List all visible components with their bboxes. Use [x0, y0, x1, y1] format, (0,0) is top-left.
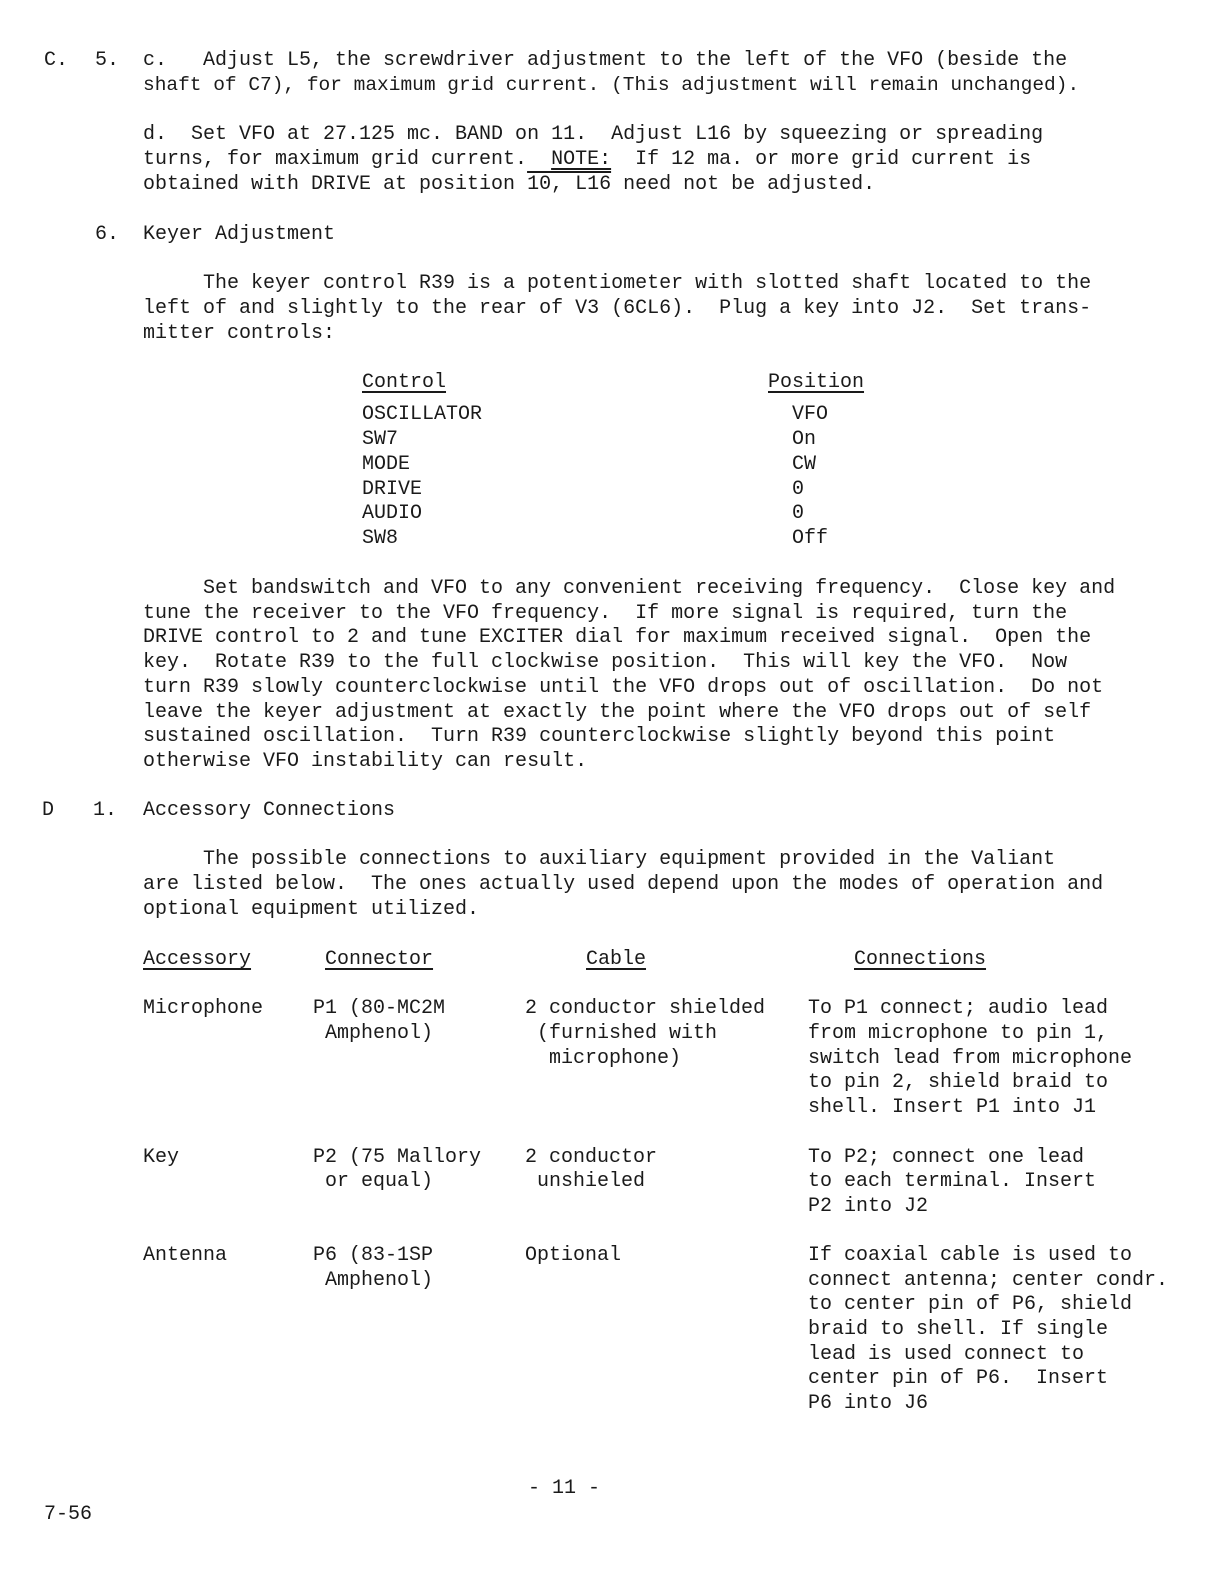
control-row-label: MODE	[362, 453, 411, 476]
connector-cell: Amphenol)	[313, 1269, 434, 1292]
control-row-value: 0	[792, 502, 805, 525]
date-code: 7-56	[44, 1503, 93, 1526]
connections-cell: center pin of P6. Insert	[808, 1367, 1109, 1390]
procedure-line-6: leave the keyer adjustment at exactly the point where the VFO drops out of self	[143, 701, 1092, 724]
accessory-cell: Key	[143, 1146, 180, 1169]
control-row-value: 0	[792, 478, 805, 501]
control-row-label: SW8	[362, 527, 399, 550]
cable-cell: microphone)	[525, 1047, 682, 1070]
connections-cell: to pin 2, shield braid to	[808, 1071, 1109, 1094]
connections-cell: braid to shell. If single	[808, 1318, 1109, 1341]
cable-header: Cable	[586, 948, 647, 971]
control-row-label: AUDIO	[362, 502, 423, 525]
step-6-number: 6.	[95, 223, 120, 246]
connections-cell: To P2; connect one lead	[808, 1146, 1085, 1169]
connections-cell: If coaxial cable is used to	[808, 1244, 1133, 1267]
step-5c-letter: c.	[143, 49, 168, 72]
procedure-line-3: DRIVE control to 2 and tune EXCITER dial for maximum received signal. Open the	[143, 626, 1092, 649]
accessory-intro-line-1: The possible connections to auxiliary equipment provided in the Valiant	[203, 848, 1056, 871]
connections-cell: To P1 connect; audio lead	[808, 997, 1109, 1020]
procedure-line-4: key. Rotate R39 to the full clockwise position. This will key the VFO. Now	[143, 651, 1068, 674]
control-row-label: DRIVE	[362, 478, 423, 501]
cable-cell: (furnished with	[525, 1022, 718, 1045]
procedure-line-1: Set bandswitch and VFO to any convenient receiving frequency. Close key and	[203, 577, 1116, 600]
step-5d-line-2: turns, for maximum grid current. NOTE: If 12 ma. or more grid current is	[143, 148, 1032, 171]
section-c-label: C.	[44, 49, 69, 72]
step-5c-line-1: Adjust L5, the screwdriver adjustment to the left of the VFO (beside the	[203, 49, 1068, 72]
step-5d-line-3: obtained with DRIVE at position 10, L16 need not be adjusted.	[143, 173, 876, 196]
page-number: - 11 -	[528, 1477, 601, 1500]
accessory-cell: Antenna	[143, 1244, 228, 1267]
step-5d-line-1: d. Set VFO at 27.125 mc. BAND on 11. Adjust L16 by squeezing or spreading	[143, 123, 1044, 146]
position-header: Position	[768, 371, 865, 394]
cable-cell: 2 conductor	[525, 1146, 658, 1169]
overlined-text: 10, L16	[527, 173, 612, 196]
connections-cell: lead is used connect to	[808, 1343, 1085, 1366]
accessory-intro-line-3: optional equipment utilized.	[143, 898, 480, 921]
section-d-label: D	[42, 799, 55, 822]
cable-cell: Optional	[525, 1244, 622, 1267]
section-d-title: Accessory Connections	[143, 799, 396, 822]
step-6-title: Keyer Adjustment	[143, 223, 336, 246]
control-row-value: VFO	[792, 403, 829, 426]
connections-cell: P2 into J2	[808, 1195, 929, 1218]
accessory-intro-line-2: are listed below. The ones actually used depend upon the modes of operation and	[143, 873, 1104, 896]
connections-cell: switch lead from microphone	[808, 1047, 1133, 1070]
connections-header: Connections	[854, 948, 987, 971]
control-row-value: On	[792, 428, 817, 451]
step-5c-line-2: shaft of C7), for maximum grid current. (This adjustment will remain unchanged).	[143, 74, 1080, 96]
cable-cell: unshieled	[525, 1170, 646, 1193]
connector-header: Connector	[325, 948, 434, 971]
accessory-header: Accessory	[143, 948, 252, 971]
note-label: NOTE:	[551, 148, 612, 171]
connections-cell: shell. Insert P1 into J1	[808, 1096, 1097, 1119]
keyer-para-line-1: The keyer control R39 is a potentiometer with slotted shaft located to the	[203, 272, 1092, 295]
connector-cell: P1 (80-MC2M	[313, 997, 446, 1020]
control-row-value: Off	[792, 527, 829, 550]
step-5-number: 5.	[95, 49, 120, 72]
connections-cell: to each terminal. Insert	[808, 1170, 1097, 1193]
control-row-label: OSCILLATOR	[362, 403, 483, 426]
cable-cell: 2 conductor shielded	[525, 997, 766, 1020]
section-d-number: 1.	[93, 799, 118, 822]
connections-cell: from microphone to pin 1,	[808, 1022, 1109, 1045]
connector-cell: P2 (75 Mallory	[313, 1146, 482, 1169]
procedure-line-8: otherwise VFO instability can result.	[143, 750, 588, 773]
control-row-label: SW7	[362, 428, 399, 451]
connections-cell: P6 into J6	[808, 1392, 929, 1415]
connections-cell: connect antenna; center condr.	[808, 1269, 1169, 1292]
keyer-para-line-2: left of and slightly to the rear of V3 (6CL6). Plug a key into J2. Set trans-	[143, 297, 1092, 320]
keyer-para-line-3: mitter controls:	[143, 322, 336, 345]
control-row-value: CW	[792, 453, 817, 476]
procedure-line-5: turn R39 slowly counterclockwise until the VFO drops out of oscillation. Do not	[143, 676, 1104, 699]
accessory-cell: Microphone	[143, 997, 264, 1020]
connector-cell: or equal)	[313, 1170, 434, 1193]
procedure-line-2: tune the receiver to the VFO frequency. If more signal is required, turn the	[143, 602, 1068, 625]
connector-cell: P6 (83-1SP	[313, 1244, 434, 1267]
control-header: Control	[362, 371, 447, 394]
connections-cell: to center pin of P6, shield	[808, 1293, 1133, 1316]
connector-cell: Amphenol)	[313, 1022, 434, 1045]
procedure-line-7: sustained oscillation. Turn R39 counterclockwise slightly beyond this point	[143, 725, 1056, 748]
